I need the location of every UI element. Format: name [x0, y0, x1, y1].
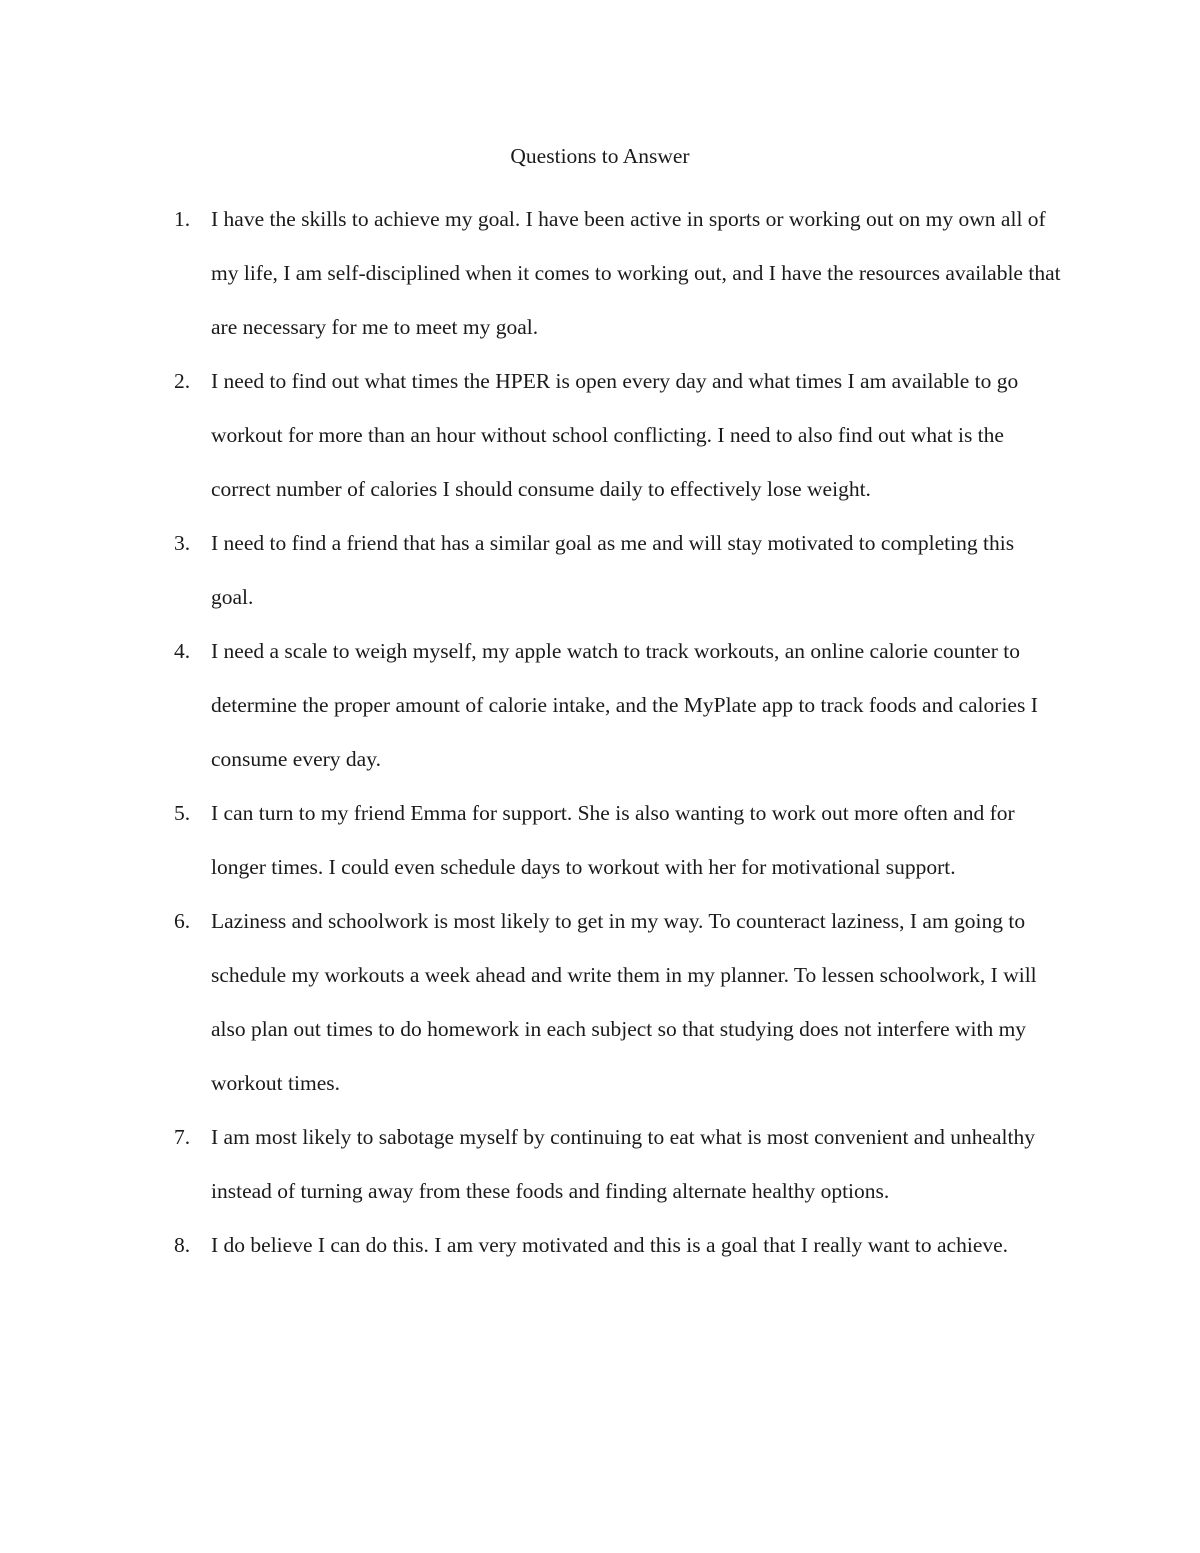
item-number: 5.	[174, 801, 191, 825]
item-text: I can turn to my friend Emma for support. She is also wanting to work out more often and for longer times. I could even schedule days to workout with her for motivational support.	[211, 801, 1015, 879]
list-item	[0, 894, 1061, 1110]
list-item	[0, 354, 1061, 516]
item-text: I am most likely to sabotage myself by continuing to eat what is most convenient and unhealthy instead of turning away from these foods and finding alternate healthy options.	[211, 1125, 1036, 1203]
list-item	[0, 192, 1061, 354]
list-item	[0, 516, 1061, 624]
item-number: 3.	[174, 531, 191, 555]
item-number: 2.	[174, 369, 191, 393]
list-item	[0, 624, 1061, 786]
item-text: I have the skills to achieve my goal. I have been active in sports or working out on my own all of my life, I am self-disciplined when it comes to working out, and I have the resources available that are necessary for me to meet my goal.	[211, 207, 1061, 339]
item-text: Laziness and schoolwork is most likely to get in my way. To counteract laziness, I am going to schedule my workouts a week ahead and write them in my planner. To lessen schoolwork, I will also plan out times to do homework in each subject so that studying does not interfere with my workout times.	[211, 909, 1037, 1095]
list-item	[0, 1110, 1061, 1218]
item-number: 4.	[174, 639, 191, 663]
item-number: 6.	[174, 909, 191, 933]
item-text: I do believe I can do this. I am very motivated and this is a goal that I really want to achieve.	[211, 1233, 1009, 1257]
item-text: I need to find out what times the HPER is open every day and what times I am available to go workout for more than an hour without school conflicting. I need to also find out what is the correct number of calories I should consume daily to effectively lose weight.	[211, 369, 1019, 501]
answer-list	[0, 192, 1200, 1272]
list-item	[0, 786, 1061, 894]
item-text: I need to find a friend that has a similar goal as me and will stay motivated to completing this goal.	[211, 531, 1015, 609]
page-title: Questions to Answer	[510, 144, 690, 168]
list-item	[0, 1218, 1061, 1272]
item-number: 7.	[174, 1125, 191, 1149]
item-text: I need a scale to weigh myself, my apple watch to track workouts, an online calorie counter to determine the proper amount of calorie intake, and the MyPlate app to track foods and calories I consume every day.	[211, 639, 1038, 771]
item-number: 8.	[174, 1233, 191, 1257]
item-number: 1.	[174, 207, 191, 231]
